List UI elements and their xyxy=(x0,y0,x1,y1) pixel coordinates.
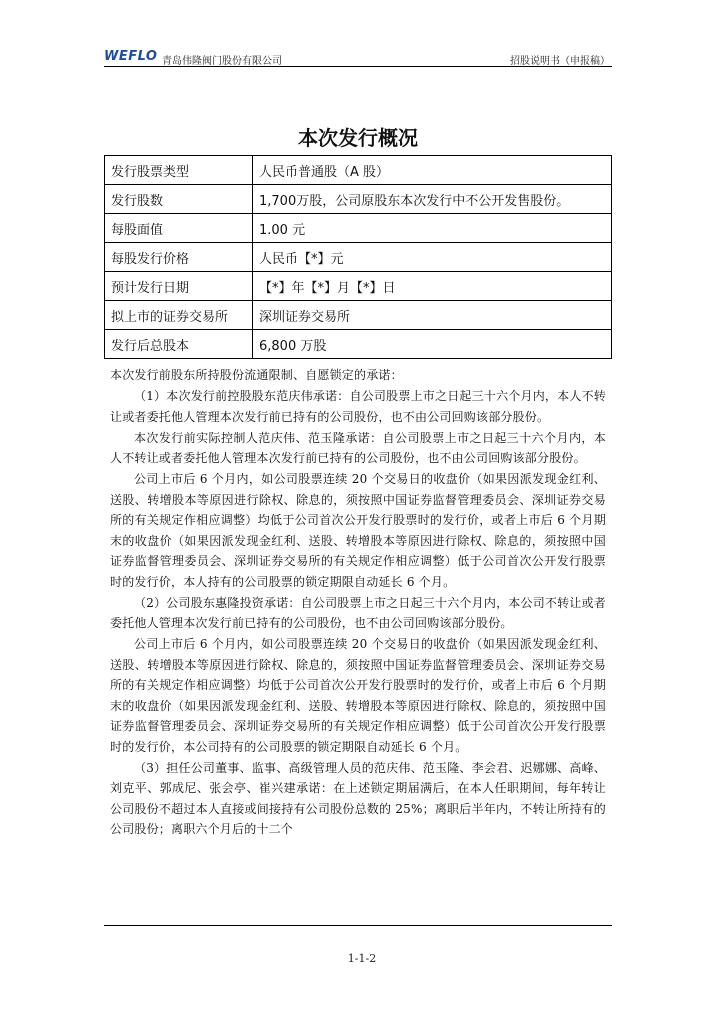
table-row xyxy=(105,156,612,185)
row-label: 每股发行价格 xyxy=(105,243,253,272)
table-row xyxy=(105,272,612,301)
row-label: 预计发行日期 xyxy=(105,272,253,301)
row-value: 人民币【*】元 xyxy=(253,243,612,272)
issuance-summary-table xyxy=(104,155,612,359)
table-row xyxy=(105,185,612,214)
lockup-commitments-text xyxy=(110,365,606,840)
page-title: 本次发行概况 xyxy=(298,126,418,150)
paragraph: （3）担任公司董事、监事、高级管理人员的范庆伟、范玉隆、李会君、迟娜娜、高峰、刘克平、郭成尼、张会亭、崔兴建承诺：在上述锁定期届满后，在本人任职期间，每年转让公司股份不超过本人直接或间接持有公司股份总数的 25%；离职后半年内，不转让所持有的公司股份；离职六个月后的十二个 xyxy=(110,760,606,836)
paragraph: 本次发行前股东所持股份流通限制、自愿锁定的承诺： xyxy=(110,368,403,382)
row-value: 【*】年【*】月【*】日 xyxy=(253,272,612,301)
row-label: 发行股数 xyxy=(105,185,253,214)
table-row xyxy=(105,301,612,330)
table-row xyxy=(105,214,612,243)
row-label: 每股面值 xyxy=(105,214,253,243)
row-label: 发行股票类型 xyxy=(105,156,253,185)
table-row xyxy=(105,243,612,272)
table-row xyxy=(105,330,612,359)
row-value: 人民币普通股（A 股） xyxy=(253,156,612,185)
page-header xyxy=(104,46,612,67)
page-number: 1-1-2 xyxy=(347,952,377,965)
paragraph: 本次发行前实际控制人范庆伟、范玉隆承诺：自公司股票上市之日起三十六个月内，本人不转让或者委托他人管理本次发行前已持有的公司股份，也不由公司回购该部分股份。 xyxy=(110,430,606,465)
paragraph: （2）公司股东惠隆投资承诺：自公司股票上市之日起三十六个月内，本公司不转让或者委托他人管理本次发行前已持有的公司股份，也不由公司回购该部分股份。 xyxy=(110,595,606,630)
row-label: 发行后总股本 xyxy=(105,330,253,359)
document-type: 招股说明书（申报稿） xyxy=(510,56,610,67)
footer-divider xyxy=(104,925,612,926)
paragraph: （1）本次发行前控股股东范庆伟承诺：自公司股票上市之日起三十六个月内，本人不转让或者委托他人管理本次发行前已持有的公司股份，也不由公司回购该部分股份。 xyxy=(110,389,606,424)
row-value: 6,800 万股 xyxy=(253,330,612,359)
paragraph: 公司上市后 6 个月内，如公司股票连续 20 个交易日的收盘价（如果因派发现金红利、送股、转增股本等原因进行除权、除息的，须按照中国证券监督管理委员会、深圳证券交易所的有关规定作相应调整）均低于公司首次公开发行股票时的发行价，或者上市后 6 个月期末的收盘价（如果因派发现金红利、送股、转增股本等原因进行除权、除息的，须按照中国证券监督管理委员会、深圳证券交易所的有关规定作相应调整）低于公司首次公开发行股票时的发行价，本公司持有的公司股票的锁定期限自动延长 6 个月。 xyxy=(110,637,606,754)
row-value: 深圳证券交易所 xyxy=(253,301,612,330)
paragraph: 公司上市后 6 个月内，如公司股票连续 20 个交易日的收盘价（如果因派发现金红利、送股、转增股本等原因进行除权、除息的，须按照中国证券监督管理委员会、深圳证券交易所的有关规定作相应调整）均低于公司首次公开发行股票时的发行价，或者上市后 6 个月期末的收盘价（如果因派发现金红利、送股、转增股本等原因进行除权、除息的，须按照中国证券监督管理委员会、深圳证券交易所的有关规定作相应调整）低于公司首次公开发行股票时的发行价，本人持有的公司股票的锁定期限自动延长 6 个月。 xyxy=(110,472,606,589)
row-label: 拟上市的证券交易所 xyxy=(105,301,253,330)
row-value: 1,700万股，公司原股东本次发行中不公开发售股份。 xyxy=(253,185,612,214)
company-name: 青岛伟隆阀门股份有限公司 xyxy=(162,56,282,67)
row-value: 1.00 元 xyxy=(253,214,612,243)
company-logo: WEFLO xyxy=(104,49,158,64)
